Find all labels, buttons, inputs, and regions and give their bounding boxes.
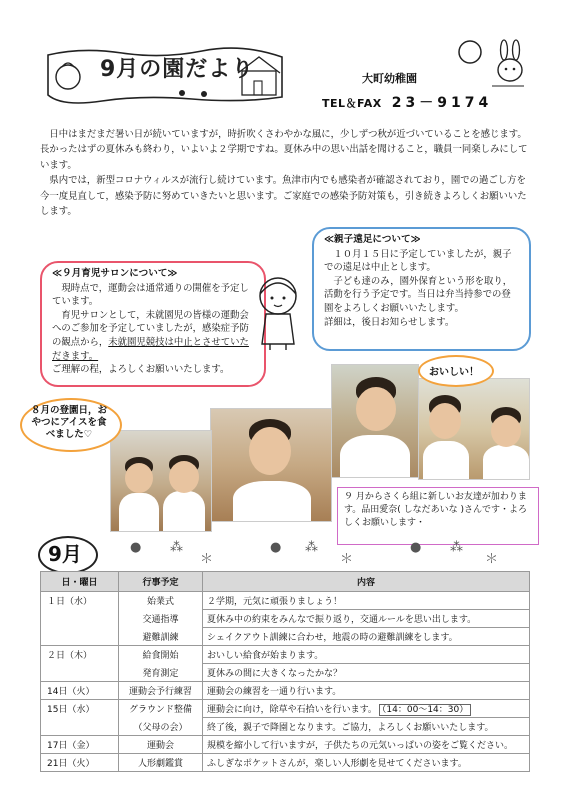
table-row — [41, 664, 530, 682]
table-row — [41, 610, 530, 628]
intro-text — [40, 127, 530, 219]
excursion-notice — [312, 227, 531, 351]
intro-paragraph: 日中はまだまだ暑い日が続いていますが，時折吹くさわやかな風に，少しずつ秋が近づいていることを感じます。長かったはずの夏休みも終わり，いよいよ２学期ですね。夏休み中の思い出話を聞けること，職員一同楽しみにしています。 — [40, 129, 528, 171]
row-date: １日（水） — [41, 592, 119, 610]
salon-underlined-line: 未就園児競技は中止とさせていただきます。 — [52, 336, 249, 362]
grape-icon: ⁂ — [305, 540, 318, 555]
salon-notice — [40, 261, 266, 387]
table-row — [41, 646, 530, 664]
row-event: 運動会予行練習 — [119, 682, 203, 700]
row-content: 夏休み中の約束をみんなで振り返り，交通ルールを思い出します。 — [203, 610, 530, 628]
table-row — [41, 700, 530, 718]
table-row — [41, 718, 530, 736]
column-header-content: 内容 — [203, 572, 530, 592]
row-date: ２日（木） — [41, 646, 119, 664]
row-date — [41, 718, 119, 736]
excursion-line: １０月１５日に予定していましたが，親子での遠足は中止とします。 — [324, 248, 512, 274]
sun-rabbit-illustration — [452, 38, 532, 97]
grape-icon: ⁂ — [450, 540, 463, 555]
column-header-date: 日・曜日 — [41, 572, 119, 592]
girl-illustration — [252, 272, 304, 356]
row-content: 規模を縮小して行いますが，子供たちの元気いっぱいの姿をご覧ください。 — [203, 736, 530, 754]
row-time-box: （14：00～14：30） — [379, 704, 471, 716]
salon-line: ご理解の程，よろしくお願いいたします。 — [52, 364, 230, 376]
row-date: 21日（火） — [41, 754, 119, 772]
contact-line — [322, 92, 492, 112]
star-icon: ＊ — [200, 552, 214, 567]
row-content: おいしい給食が始まります。 — [203, 646, 530, 664]
row-date: 15日（水） — [41, 700, 119, 718]
month-badge: 9月 — [48, 542, 82, 566]
fruit-decoration-row — [130, 540, 520, 567]
persimmon-icon: ● — [130, 540, 142, 555]
row-content: ２学期，元気に頑張りましょう！ — [203, 592, 530, 610]
photo-two-boys — [110, 430, 212, 532]
photo-boy-icecream — [210, 408, 332, 522]
excursion-line: 詳細は，後日お知らせします。 — [324, 316, 455, 328]
row-content: シェイクアウト訓練に合わせ，地震の時の避難訓練をします。 — [203, 628, 530, 646]
photo-two-kids-drinking — [418, 378, 530, 480]
salon-line: 現時点で，運動会は通常通りの開催を予定しています。 — [52, 282, 249, 308]
row-date: 17日（金） — [41, 736, 119, 754]
row-event: 交通指導 — [119, 610, 203, 628]
grape-icon: ⁂ — [170, 540, 183, 555]
row-event: 避難訓練 — [119, 628, 203, 646]
row-event: 給食開始 — [119, 646, 203, 664]
sun-rabbit-icon — [452, 38, 532, 93]
salon-heading: ≪９月育児サロンについて≫ — [52, 268, 178, 279]
school-name: 大町幼稚園 — [362, 72, 417, 85]
row-content: 運動会の練習を一通り行います。 — [203, 682, 530, 700]
salon-line: 育児サロンとして，未就園児の皆様の運動会へのご参加を予定していましたが，感染症予防の観点から， — [52, 309, 249, 348]
tel-number: 23－9174 — [391, 95, 493, 111]
table-row — [41, 592, 530, 610]
row-date — [41, 628, 119, 646]
row-content-text: 運動会に向け，除草や石拾いを行います。 — [207, 705, 377, 715]
row-event: 発育測定 — [119, 664, 203, 682]
row-event: 人形劇鑑賞 — [119, 754, 203, 772]
row-date: 14日（火） — [41, 682, 119, 700]
row-event: 運動会 — [119, 736, 203, 754]
star-icon: ＊ — [485, 552, 499, 567]
speech-oishii: おいしい！ — [429, 367, 479, 378]
photo-boy-yogurt — [331, 364, 419, 478]
girl-icon — [252, 272, 304, 352]
table-row — [41, 754, 530, 772]
newsletter-title: 9月の園だより — [100, 57, 255, 82]
speech-icecream: ８月の登園日，おやつにアイスを食べました♡ — [30, 405, 107, 440]
row-date — [41, 610, 119, 628]
table-row — [41, 628, 530, 646]
row-content: ふしぎなポケットさんが，楽しい人形劇を見せてくださいます。 — [203, 754, 530, 772]
persimmon-icon: ● — [410, 540, 422, 555]
row-content: 夏休みの間に大きくなったかな？ — [203, 664, 530, 682]
persimmon-icon: ● — [270, 540, 282, 555]
new-friend-notice: ９ 月からさくら組に新しいお友達が加わります。品田愛奈( しなだあいな )さんです・よろしくお願いします・ — [337, 487, 539, 545]
table-row — [41, 736, 530, 754]
excursion-heading: ≪親子遠足について≫ — [324, 234, 421, 245]
excursion-line: 子ども達のみ，園外保育という形を取り，活動を行う予定です。当日は弁当持参での登園をよろしくお願いいたします。 — [324, 275, 513, 314]
row-event: （父母の会） — [119, 718, 203, 736]
tel-label: TEL＆FAX — [322, 97, 382, 110]
row-date — [41, 664, 119, 682]
schedule-table — [40, 571, 530, 772]
row-event: グラウンド整備 — [119, 700, 203, 718]
column-header-event: 行事予定 — [119, 572, 203, 592]
row-content — [203, 700, 530, 718]
star-icon: ＊ — [340, 552, 354, 567]
table-row — [41, 682, 530, 700]
table-header-row — [41, 572, 530, 592]
row-content: 終了後，親子で降園となります。ご協力，よろしくお願いいたします。 — [203, 718, 530, 736]
intro-paragraph: 県内では，新型コロナウィルスが流行し続けています。魚津市内でも感染者が確認されており，園での過ごし方を今一度見直して，感染予防に努めていきたいと思います。ご家庭での感染予防対策も，引き続きよろしくお願いいたします。 — [40, 175, 527, 218]
row-event: 始業式 — [119, 592, 203, 610]
